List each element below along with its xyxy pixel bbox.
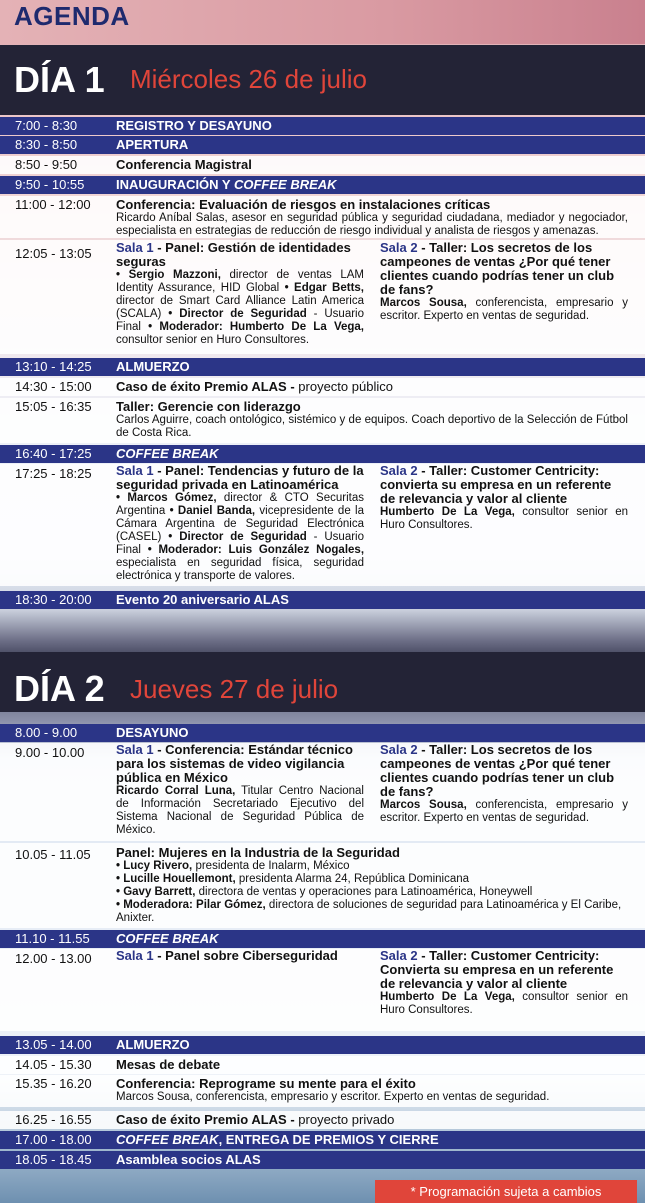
row-time: 17:25 - 18:25 [15, 466, 92, 481]
row-title: Panel: Mujeres en la Industria de la Seguridad [116, 845, 400, 860]
day1-date: Miércoles 26 de julio [130, 64, 368, 94]
schedule-row [0, 240, 645, 354]
row-title: Conferencia: Reprograme su mente para el éxito [116, 1076, 416, 1091]
row-title: Caso de éxito Premio ALAS - proyecto público [116, 379, 393, 394]
row-time: 9:50 - 10:55 [15, 177, 85, 192]
row-title: COFFEE BREAK [116, 931, 219, 946]
schedule-row [0, 136, 645, 154]
row-title: COFFEE BREAK [116, 446, 219, 461]
schedule-row [0, 464, 645, 586]
schedule-row [0, 1151, 645, 1169]
row-title: ALMUERZO [116, 1037, 190, 1052]
schedule-row [0, 724, 645, 742]
schedule-row [0, 378, 645, 396]
row-time: 12.00 - 13.00 [15, 951, 92, 966]
row-time: 8.00 - 9.00 [15, 725, 78, 740]
row-description: • Lucy Rivero, presidenta de Inalarm, México • Lucille Houellemont, presidenta Alarma 24, República Dominicana • Gavy Barrett, directora de ventas y operaciones para Latinoamérica, Honeywell • Moderadora: Pilar Gómez, directora de soluciones de seguridad para Latinoamérica y El Caribe, Anixter. [116, 860, 622, 924]
row-title: ALMUERZO [116, 359, 190, 374]
row-title: INAUGURACIÓN Y COFFEE BREAK [116, 177, 337, 192]
row-description: Marcos Sousa, conferencista, empresario y escritor. Experto en ventas de seguridad. [116, 1091, 550, 1103]
row-title: COFFEE BREAK, ENTREGA DE PREMIOS Y CIERRE [116, 1132, 439, 1147]
row-time: 8:50 - 9:50 [15, 157, 78, 172]
schedule-row [0, 843, 645, 928]
row-time: 18:30 - 20:00 [15, 592, 92, 607]
row-time: 13.05 - 14.00 [15, 1037, 92, 1052]
schedule-row [0, 398, 645, 443]
session-sala2: Sala 2 - Taller: Los secretos de los campeones de ventas ¿Por qué tener clientes cuando podrías tener un club de fans? Marcos Sousa, conferencista, empresario y escritor. Experto en ventas de seguridad. [380, 240, 628, 322]
schedule-row [0, 358, 645, 376]
schedule-row [0, 930, 645, 948]
schedule-row [0, 1056, 645, 1074]
row-time: 9.00 - 10.00 [15, 745, 85, 760]
day2-date: Jueves 27 de julio [130, 674, 339, 704]
session-sala2: Sala 2 - Taller: Customer Centricity: convierta su empresa en un referente de relevancia y valor al cliente Humberto De La Vega, consultor senior en Huro Consultores. [380, 463, 628, 531]
row-title: Caso de éxito Premio ALAS - proyecto privado [116, 1112, 395, 1127]
session-sala1: Sala 1 - Panel: Gestión de identidades seguras • Sergio Mazzoni, director de ventas LAM Identity Assurance, HID Global • Edgar Betts, director de Smart Card Alliance Latin America (SCALA) • Director de Seguridad - Usuario Final • Moderador: Humberto De La Vega, consultor senior en Huro Consultores. [116, 240, 364, 346]
session-sala2: Sala 2 - Taller: Los secretos de los campeones de ventas ¿Por qué tener clientes cuando podrías tener un club de fans? Marcos Sousa, conferencista, empresario y escritor. Experto en ventas de seguridad. [380, 742, 628, 824]
row-title: Taller: Gerencie con liderazgo [116, 399, 301, 414]
row-time: 11:00 - 12:00 [15, 197, 91, 212]
schedule-row [0, 591, 645, 609]
row-title: REGISTRO Y DESAYUNO [116, 118, 272, 133]
row-description: Carlos Aguirre, coach ontológico, sistémico y de equipos. Coach deportivo de la Selección de Fútbol de Costa Rica. [116, 414, 628, 439]
row-time: 15:05 - 16:35 [15, 399, 92, 414]
row-time: 11.10 - 11.55 [15, 931, 90, 946]
row-time: 14.05 - 15.30 [15, 1057, 92, 1072]
row-time: 13:10 - 14:25 [15, 359, 92, 374]
row-time: 16:40 - 17:25 [15, 446, 92, 461]
row-title: Evento 20 aniversario ALAS [116, 592, 289, 607]
row-time: 16.25 - 16.55 [15, 1112, 92, 1127]
session-sala1: Sala 1 - Conferencia: Estándar técnico para los sistemas de video vigilancia pública en México Ricardo Corral Luna, Titular Centro Nacional de Información Secretariado Ejecutivo del Sistema Nacional de Seguridad Pública de México. [116, 742, 364, 836]
day1-band [0, 45, 645, 115]
row-description: Ricardo Aníbal Salas, asesor en seguridad pública y seguridad ciudadana, mediador y negociador, especialista en estrategias de reducción de riesgo individual y analista de riesgos y amenazas. [116, 212, 629, 237]
row-time: 8:30 - 8:50 [15, 137, 78, 152]
schedule-row [0, 1075, 645, 1107]
row-time: 12:05 - 13:05 [15, 246, 92, 261]
schedule-row [0, 1111, 645, 1129]
row-title: DESAYUNO [116, 725, 189, 740]
schedule-row [0, 176, 645, 194]
schedule-row [0, 1036, 645, 1054]
schedule-row [0, 196, 645, 238]
row-time: 14:30 - 15:00 [15, 379, 92, 394]
schedule-row [0, 949, 645, 1031]
schedule-row [0, 156, 645, 174]
schedule-row [0, 1131, 645, 1149]
row-title: Conferencia Magistral [116, 157, 252, 172]
session-sala2: Sala 2 - Taller: Customer Centricity: Convierta su empresa en un referente de relevancia y valor al cliente Humberto De La Vega, consultor senior en Huro Consultores. [380, 948, 628, 1016]
session-sala1: Sala 1 - Panel sobre Ciberseguridad [116, 948, 338, 963]
day2-band [0, 652, 645, 712]
row-title: APERTURA [116, 137, 189, 152]
row-title: Mesas de debate [116, 1057, 221, 1072]
day1-label: DÍA 1 [14, 59, 105, 100]
row-title: Asamblea socios ALAS [116, 1152, 261, 1167]
row-time: 15.35 - 16.20 [15, 1076, 92, 1091]
row-time: 7:00 - 8:30 [15, 118, 78, 133]
schedule-row [0, 117, 645, 135]
row-time: 10.05 - 11.05 [15, 847, 91, 862]
schedule-row [0, 445, 645, 463]
session-sala1: Sala 1 - Panel: Tendencias y futuro de la seguridad privada en Latinoamérica • Marcos Gómez, director & CTO Securitas Argentina • Daniel Banda, vicepresidente de la Cámara Argentina de Seguridad Electrónica (CASEL) • Director de Seguridad - Usuario Final • Moderador: Luis González Nogales, especialista en seguridad física, seguridad electrónica y transporte de valores. [116, 463, 365, 582]
schedule-row [0, 743, 645, 841]
row-title: Conferencia: Evaluación de riesgos en instalaciones críticas [116, 197, 491, 212]
row-time: 18.05 - 18.45 [15, 1152, 92, 1167]
page-title: AGENDA [14, 1, 130, 31]
day2-label: DÍA 2 [14, 668, 105, 709]
footer-note: * Programación sujeta a cambios [375, 1180, 637, 1203]
row-time: 17.00 - 18.00 [15, 1132, 92, 1147]
